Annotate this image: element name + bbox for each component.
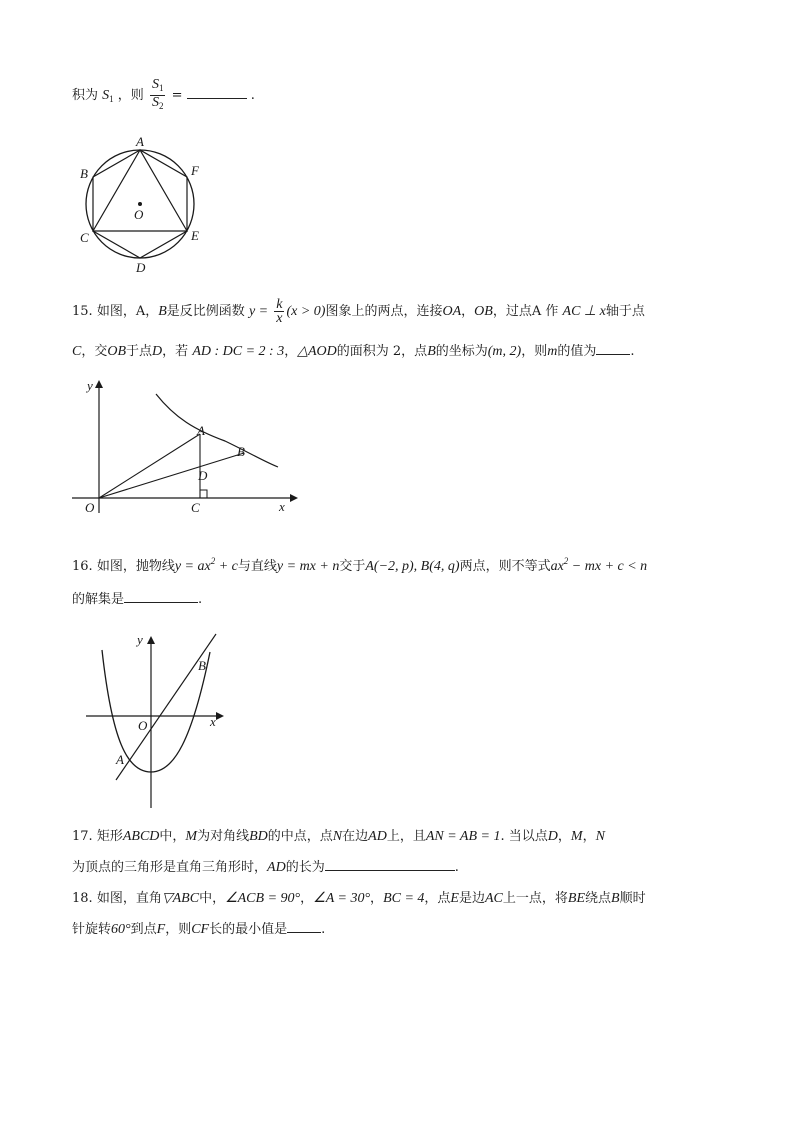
figure-16-parabola-line: [82, 630, 242, 810]
s1-symbol: $S_1$: [102, 88, 114, 104]
label-D: D: [198, 468, 208, 483]
ratio-fraction: $\frac{S_1}{S_2}$: [151, 77, 164, 111]
label-y: y: [87, 378, 93, 393]
figure-14-circle-hexagon: [70, 132, 230, 275]
q17-line-1: 17. 矩形ABCD中，M为对角线BD的中点，点N在边AD上，且AN = AB = 1. 当以点D，M，N: [72, 829, 605, 844]
label-x: x: [210, 714, 216, 729]
label-O: O: [134, 207, 144, 222]
label-y: y: [137, 632, 143, 647]
q15-line-2: C，交OB于点D，若 AD : DC = 2 : 3，△AOD的面积为 2，点B的坐标为(m, 2)，则m的值为 .: [72, 344, 635, 359]
label-C: C: [80, 230, 89, 245]
answer-blank-15: [596, 342, 630, 355]
answer-blank-17: [325, 858, 455, 871]
q16-line-2: 的解集是 .: [72, 592, 203, 607]
label-E: E: [191, 228, 199, 243]
label-A: A: [116, 752, 124, 767]
answer-blank-18: [287, 920, 321, 933]
answer-blank-16: [124, 590, 198, 603]
label-x: x: [279, 499, 285, 514]
answer-blank-14: [187, 86, 247, 99]
label-B: B: [80, 166, 88, 181]
label-C: C: [191, 500, 200, 515]
q14-line: 积为 $S_1$ ，则 $\frac{S_1}{S_2}$ = .: [72, 77, 255, 111]
label-O: O: [138, 718, 148, 733]
label-A: A: [136, 134, 144, 149]
q17-line-2: 为顶点的三角形是直角三角形时，AD的长为 .: [72, 860, 459, 875]
q15-line-1: 15. 如图，A，B是反比例函数 y = $\frac{k}{x}$ (x > 0)图象上的两点，连接OA，OB，过点A 作 AC ⊥ x轴于点: [72, 297, 645, 326]
figure-15-hyperbola: [70, 378, 300, 518]
label-B: B: [198, 658, 206, 673]
q18-line-1: 18. 如图，直角▽ABC中，∠ACB = 90°，∠A = 30°，BC = 4，点E是边AC上一点，将BE绕点B顺时: [72, 891, 646, 906]
q16-line-1: 16. 如图，抛物线$y = ax^2 + c$与直线y = mx + n交于A(−2, p), B(4, q)两点，则不等式$ax^2$ − mx + c < n: [72, 556, 648, 574]
k-over-x-fraction: $\frac{k}{x}$: [276, 297, 283, 326]
label-D: D: [136, 260, 146, 275]
q18-line-2: 针旋转60°到点F，则CF长的最小值是 .: [72, 922, 326, 937]
label-F: F: [191, 163, 199, 178]
label-O: O: [85, 500, 95, 515]
label-A: A: [197, 423, 205, 438]
label-B: B: [237, 444, 245, 459]
